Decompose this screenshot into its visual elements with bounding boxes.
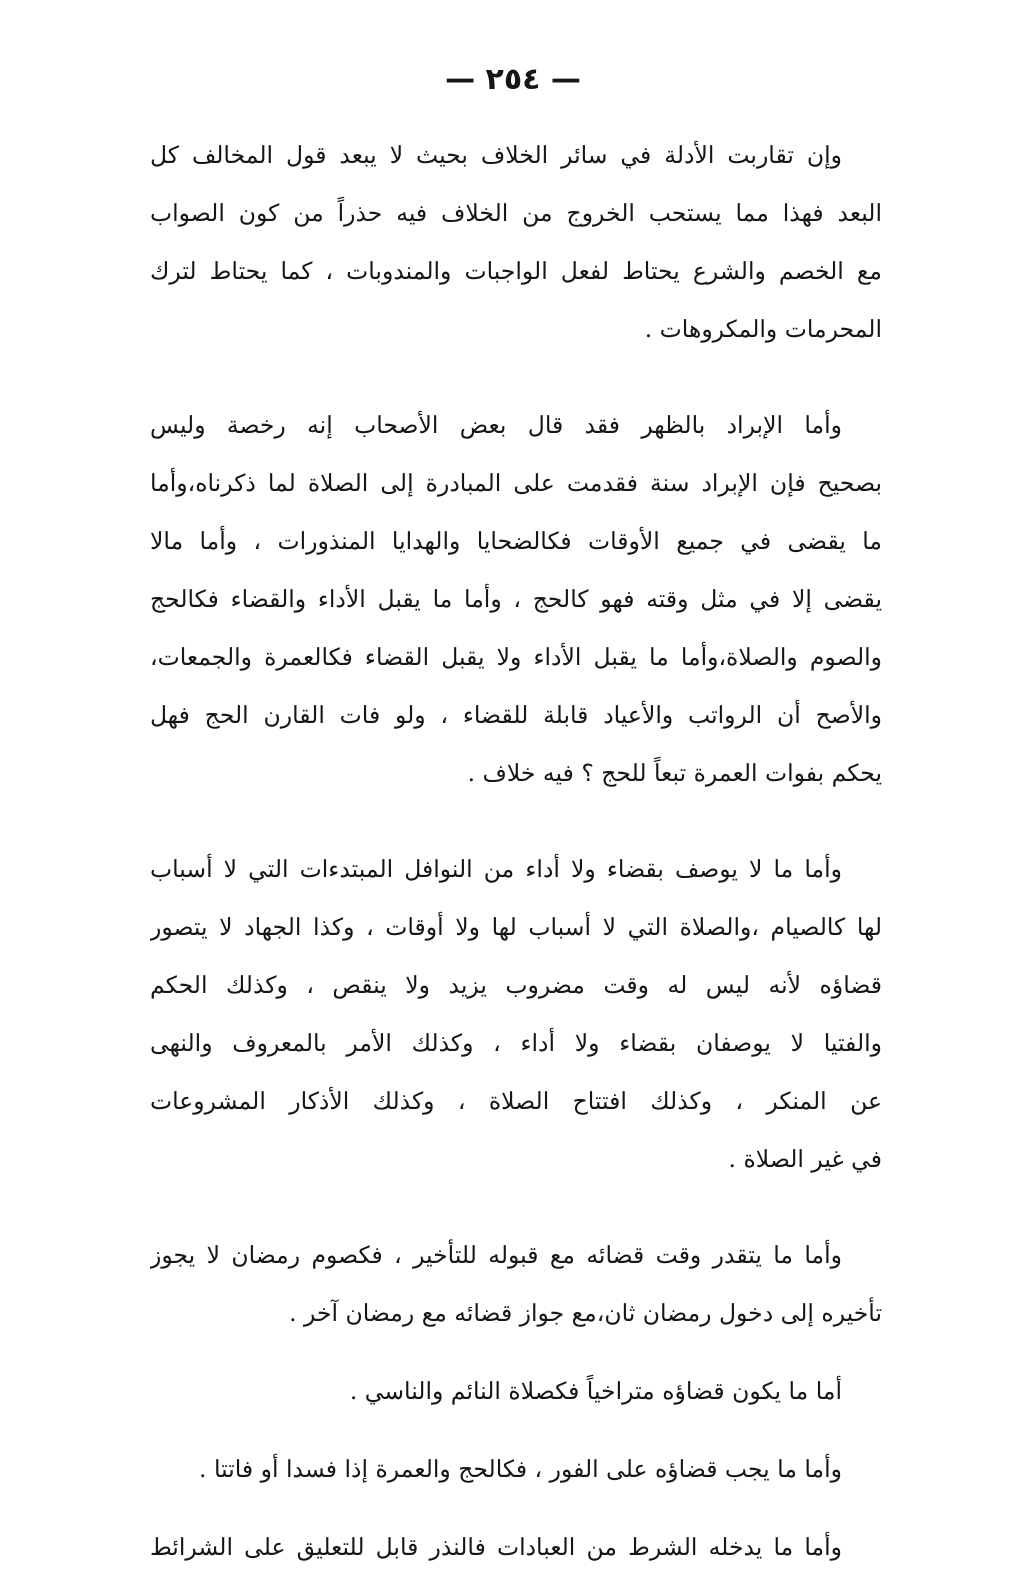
page-number: — ٢٥٤ — <box>445 62 581 97</box>
text-line: ما يقضى في جميع الأوقات فكالضحايا والهدايا المنذورات ، وأما مالا <box>150 527 882 555</box>
text-line: والفتيا لا يوصفان بقضاء ولا أداء ، وكذلك الأمر بالمعروف والنهى <box>150 1029 882 1057</box>
text-line: بصحيح فإن الإبراد سنة فقدمت على المبادرة إلى الصلاة لما ذكرناه،وأما <box>150 469 882 497</box>
text-line: يحكم بفوات العمرة تبعاً للحج ؟ فيه خلاف . <box>467 759 882 787</box>
paragraph <box>150 1362 882 1420</box>
text-line: وأما ما لا يوصف بقضاء ولا أداء من النوافل المبتدءات التي لا أسباب <box>150 855 842 883</box>
paragraph <box>150 1226 882 1342</box>
text-line: في غير الصلاة . <box>728 1145 882 1173</box>
paragraph <box>150 396 882 802</box>
text-line: وأما ما يدخله الشرط من العبادات فالنذر قابل للتعليق على الشرائط <box>150 1533 842 1561</box>
paragraph <box>150 1440 882 1498</box>
text-line: وأما ما يتقدر وقت قضائه مع قبوله للتأخير ، فكصوم رمضان لا يجوز <box>150 1241 842 1269</box>
text-line: والأصح أن الرواتب والأعياد قابلة للقضاء ، ولو فات القارن الحج فهل <box>150 701 882 729</box>
body-text <box>150 126 882 1576</box>
text-line: مع الخصم والشرع يحتاط لفعل الواجبات والمندوبات ، كما يحتاط لترك <box>150 257 882 285</box>
text-line: يقضى إلا في مثل وقته فهو كالحج ، وأما ما يقبل الأداء والقضاء فكالحج <box>150 585 882 613</box>
text-line: عن المنكر ، وكذلك افتتاح الصلاة ، وكذلك الأذكار المشروعات <box>150 1087 882 1115</box>
text-line: لها كالصيام ،والصلاة التي لا أسباب لها ولا أوقات ، وكذا الجهاد لا يتصور <box>150 913 882 941</box>
text-line: وأما الإبراد بالظهر فقد قال بعض الأصحاب إنه رخصة وليس <box>150 411 842 439</box>
paragraph <box>150 1518 882 1576</box>
text-line: والصوم والصلاة،وأما ما يقبل الأداء ولا يقبل القضاء فكالعمرة والجمعات، <box>150 643 882 671</box>
text-line: المحرمات والمكروهات . <box>644 315 882 343</box>
text-line: وأما ما يجب قضاؤه على الفور ، فكالحج والعمرة إذا فسدا أو فاتتا . <box>199 1455 842 1483</box>
text-line: تأخيره إلى دخول رمضان ثان،مع جواز قضائه مع رمضان آخر . <box>289 1299 882 1327</box>
paragraph <box>150 840 882 1188</box>
text-line: أما ما يكون قضاؤه متراخياً فكصلاة النائم والناسي . <box>349 1377 842 1405</box>
text-line: البعد فهذا مما يستحب الخروج من الخلاف فيه حذراً من كون الصواب <box>150 199 882 227</box>
text-line: قضاؤه لأنه ليس له وقت مضروب يزيد ولا ينقص ، وكذلك الحكم <box>150 971 882 999</box>
paragraph <box>150 126 882 358</box>
text-line: وإن تقاربت الأدلة في سائر الخلاف بحيث لا يبعد قول المخالف كل <box>150 141 842 169</box>
